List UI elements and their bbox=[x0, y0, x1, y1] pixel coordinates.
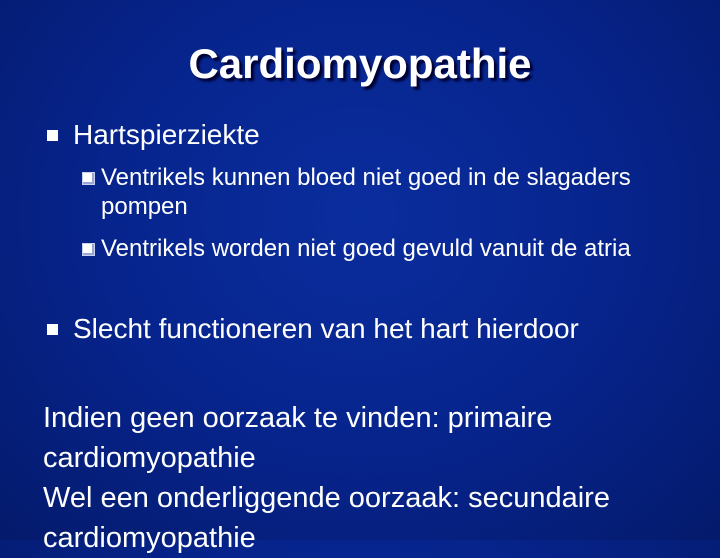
checkbox-bullet-icon bbox=[82, 172, 95, 185]
sub-bullet-text bbox=[101, 234, 701, 263]
checkbox-bullet-icon bbox=[82, 243, 95, 256]
body-line: cardiomyopathie bbox=[43, 442, 256, 474]
body-line: Wel een onderliggende oorzaak: secundaire bbox=[43, 482, 610, 514]
sub-bullet-label: Ventrikels worden niet goed gevuld vanuit de atria bbox=[101, 235, 631, 262]
sub-bullet-text bbox=[101, 163, 701, 221]
sub-bullet-label: Ventrikels kunnen bloed niet goed in de slagaders pompen bbox=[101, 164, 631, 220]
slide-title: Cardiomyopathie bbox=[188, 40, 532, 87]
body-line: Indien geen oorzaak te vinden: primaire bbox=[43, 402, 553, 434]
bullet-text: Slecht functioneren van het hart hierdoor bbox=[73, 313, 579, 344]
square-bullet-icon bbox=[47, 130, 58, 141]
body-line: cardiomyopathie bbox=[43, 522, 256, 554]
bullet-text: Hartspierziekte bbox=[73, 119, 260, 150]
body-paragraph bbox=[43, 398, 713, 558]
square-bullet-icon bbox=[47, 324, 58, 335]
